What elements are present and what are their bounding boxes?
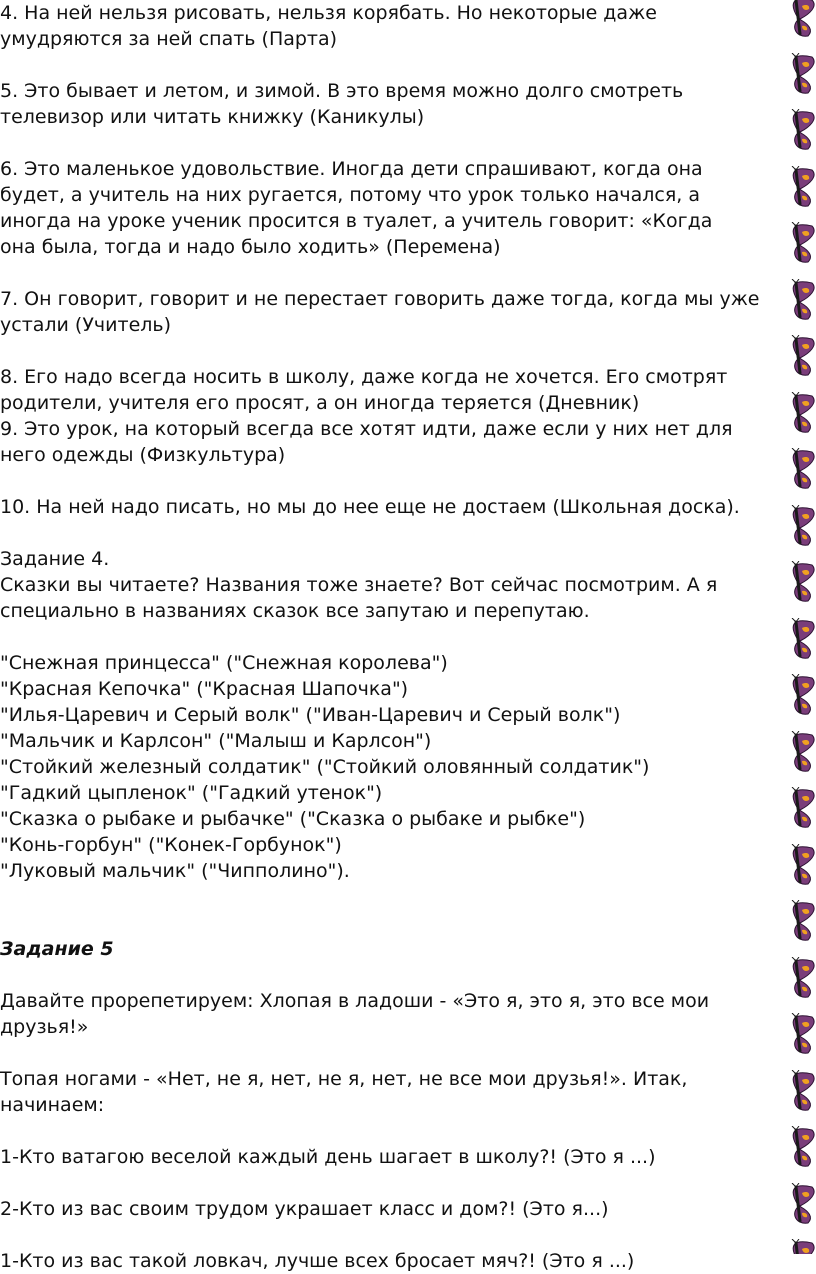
butterfly-icon xyxy=(784,957,816,1001)
butterfly-icon xyxy=(784,109,816,153)
text-line: Задание 4. xyxy=(0,548,110,570)
butterfly-icon xyxy=(784,1070,816,1114)
text-line: 1-Кто из вас такой ловкач, лучше всех бросает мяч?! (Это я ...) xyxy=(0,1250,635,1272)
blank-line xyxy=(0,468,800,494)
butterfly-icon xyxy=(784,222,816,266)
blank-line xyxy=(0,1170,800,1196)
text-line: 6. Это маленькое удовольствие. Иногда дети спрашивают, когда она xyxy=(0,158,703,180)
text-line: него одежды (Физкультура) xyxy=(0,444,286,466)
text-line: "Снежная принцесса" ("Снежная королева") xyxy=(0,652,448,674)
text-line: Сказки вы читаете? Названия тоже знаете? Вот сейчас посмотрим. А я xyxy=(0,574,718,596)
butterfly-icon xyxy=(784,1239,816,1254)
text-line: "Илья-Царевич и Серый волк" ("Иван-Царевич и Серый волк") xyxy=(0,704,621,726)
section-heading: Задание 5 xyxy=(0,938,114,960)
butterfly-icon xyxy=(784,561,816,605)
text-line: 1-Кто ватагою веселой каждый день шагает в школу?! (Это я ...) xyxy=(0,1146,656,1168)
text-line: 7. Он говорит, говорит и не перестает говорить даже тогда, когда мы уже xyxy=(0,288,760,310)
butterfly-icon xyxy=(784,900,816,944)
text-line: Топая ногами - «Нет, не я, нет, не я, нет, не все мои друзья!». Итак, xyxy=(0,1068,688,1090)
blank-line xyxy=(0,962,800,988)
blank-line xyxy=(0,52,800,78)
blank-line xyxy=(0,1222,800,1248)
butterfly-icon xyxy=(784,618,816,662)
blank-line xyxy=(0,884,800,910)
text-line: 8. Его надо всегда носить в школу, даже когда не хочется. Его смотрят xyxy=(0,366,728,388)
butterfly-icon xyxy=(784,0,816,40)
butterfly-icon xyxy=(784,166,816,210)
blank-line xyxy=(0,338,800,364)
text-line: "Сказка о рыбаке и рыбачке" ("Сказка о рыбаке и рыбке") xyxy=(0,808,586,830)
text-line: друзья!» xyxy=(0,1016,89,1038)
butterfly-icon xyxy=(784,1183,816,1227)
text-line: родители, учителя его просят, а он иногда теряется (Дневник) xyxy=(0,392,640,414)
blank-line xyxy=(0,1118,800,1144)
text-line: иногда на уроке ученик просится в туалет, а учитель говорит: «Когда xyxy=(0,210,713,232)
butterfly-icon xyxy=(784,1013,816,1057)
text-line: "Гадкий цыпленок" ("Гадкий утенок") xyxy=(0,782,383,804)
text-line: "Луковый мальчик" ("Чипполино"). xyxy=(0,860,350,882)
butterfly-icon xyxy=(784,505,816,549)
text-line: будет, а учитель на них ругается, потому что урок только начался, а xyxy=(0,184,700,206)
text-line: "Конь-горбун" ("Конек-Горбунок") xyxy=(0,834,342,856)
butterfly-icon xyxy=(784,335,816,379)
butterfly-icon xyxy=(784,392,816,436)
text-line: 10. На ней надо писать, но мы до нее еще не достаем (Школьная доска). xyxy=(0,496,740,518)
text-line: 9. Это урок, на который всегда все хотят идти, даже если у них нет для xyxy=(0,418,733,440)
butterfly-icon xyxy=(784,53,816,97)
text-line: "Стойкий железный солдатик" ("Стойкий оловянный солдатик") xyxy=(0,756,650,778)
blank-line xyxy=(0,910,800,936)
butterfly-icon xyxy=(784,1126,816,1170)
butterfly-icon xyxy=(784,731,816,775)
butterfly-icon xyxy=(784,279,816,323)
text-line: специально в названиях сказок все запутаю и перепутаю. xyxy=(0,600,590,622)
text-line: 2-Кто из вас своим трудом украшает класс и дом?! (Это я...) xyxy=(0,1198,609,1220)
butterfly-icon xyxy=(784,787,816,831)
text-line: "Мальчик и Карлсон" ("Малыш и Карлсон") xyxy=(0,730,432,752)
text-line: умудряются за ней спать (Парта) xyxy=(0,28,338,50)
blank-line xyxy=(0,624,800,650)
butterfly-icon xyxy=(784,844,816,888)
blank-line xyxy=(0,130,800,156)
text-line: Давайте прорепетируем: Хлопая в ладоши - «Это я, это я, это все мои xyxy=(0,990,710,1012)
text-line: устали (Учитель) xyxy=(0,314,172,336)
butterfly-icon xyxy=(784,674,816,718)
blank-line xyxy=(0,1040,800,1066)
blank-line xyxy=(0,260,800,286)
text-line: она была, тогда и надо было ходить» (Перемена) xyxy=(0,236,501,258)
blank-line xyxy=(0,520,800,546)
butterfly-border xyxy=(782,0,816,1254)
text-line: телевизор или читать книжку (Каникулы) xyxy=(0,106,425,128)
text-line: "Красная Кепочка" ("Красная Шапочка") xyxy=(0,678,409,700)
text-line: 5. Это бывает и летом, и зимой. В это время можно долго смотреть xyxy=(0,80,684,102)
butterfly-icon xyxy=(784,448,816,492)
text-line: начинаем: xyxy=(0,1094,105,1116)
text-line: 4. На ней нельзя рисовать, нельзя корябать. Но некоторые даже xyxy=(0,2,657,24)
